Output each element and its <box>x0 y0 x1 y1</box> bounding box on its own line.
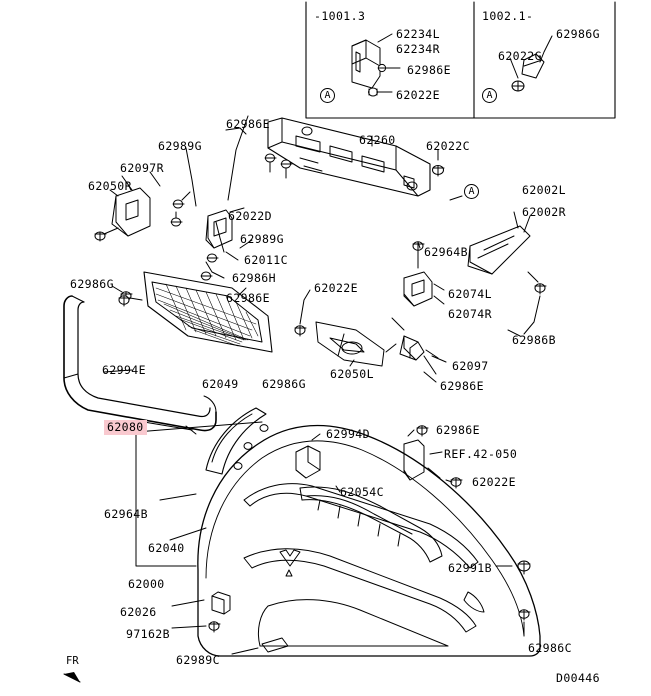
part-label: 62986E <box>407 63 451 77</box>
part-label: 62022E <box>472 475 516 489</box>
part-label: 62022E <box>314 281 358 295</box>
part-label: 62000 <box>128 577 165 591</box>
inset-marker-a-right: A <box>482 88 497 103</box>
part-label: 62989G <box>240 232 284 246</box>
part-label: 97162B <box>126 627 170 641</box>
front-orientation-label: FR <box>66 655 79 667</box>
part-label: 62002R <box>522 205 566 219</box>
part-label: 62989C <box>176 653 220 667</box>
part-label: -1001.3 <box>314 9 366 23</box>
part-label: 62989G <box>158 139 202 153</box>
part-label: 62040 <box>148 541 185 555</box>
part-label: 62050L <box>330 367 374 381</box>
part-label: 62994D <box>326 427 370 441</box>
part-label: 62991B <box>448 561 492 575</box>
part-label: 62049 <box>202 377 239 391</box>
part-label: 62097 <box>452 359 489 373</box>
part-label: 62074R <box>448 307 492 321</box>
part-label: 62986E <box>226 291 270 305</box>
part-label: 62002L <box>522 183 566 197</box>
part-label-highlighted: 62080 <box>104 420 147 435</box>
part-label: 62022E <box>396 88 440 102</box>
part-label: REF.42-050 <box>444 447 518 461</box>
inset-marker-a-left: A <box>320 88 335 103</box>
part-label: 62986G <box>262 377 306 391</box>
part-label: 62986E <box>440 379 484 393</box>
part-label: 62022G <box>498 49 542 63</box>
part-label: 62964B <box>424 245 468 259</box>
part-label: 1002.1- <box>482 9 534 23</box>
part-label: 62097R <box>120 161 164 175</box>
part-label: 62260 <box>359 133 396 147</box>
part-label: 62050R <box>88 179 132 193</box>
part-label: 62964B <box>104 507 148 521</box>
part-label: 62986G <box>70 277 114 291</box>
part-label: 62994E <box>102 363 146 377</box>
part-label: 62074L <box>448 287 492 301</box>
part-label: 62986E <box>436 423 480 437</box>
part-label: 62986C <box>528 641 572 655</box>
part-label: 62986H <box>232 271 276 285</box>
part-label: 62022D <box>228 209 272 223</box>
part-label: 62022C <box>426 139 470 153</box>
part-label: 62026 <box>120 605 157 619</box>
part-label: 62986G <box>556 27 600 41</box>
part-label: D00446 <box>556 671 600 685</box>
part-label: 62986E <box>226 117 270 131</box>
body-marker-a: A <box>464 184 479 199</box>
part-label: 62234R <box>396 42 440 56</box>
part-label: 62234L <box>396 27 440 41</box>
part-label: 62054C <box>340 485 384 499</box>
part-label: 62011C <box>244 253 288 267</box>
part-label: 62986B <box>512 333 556 347</box>
